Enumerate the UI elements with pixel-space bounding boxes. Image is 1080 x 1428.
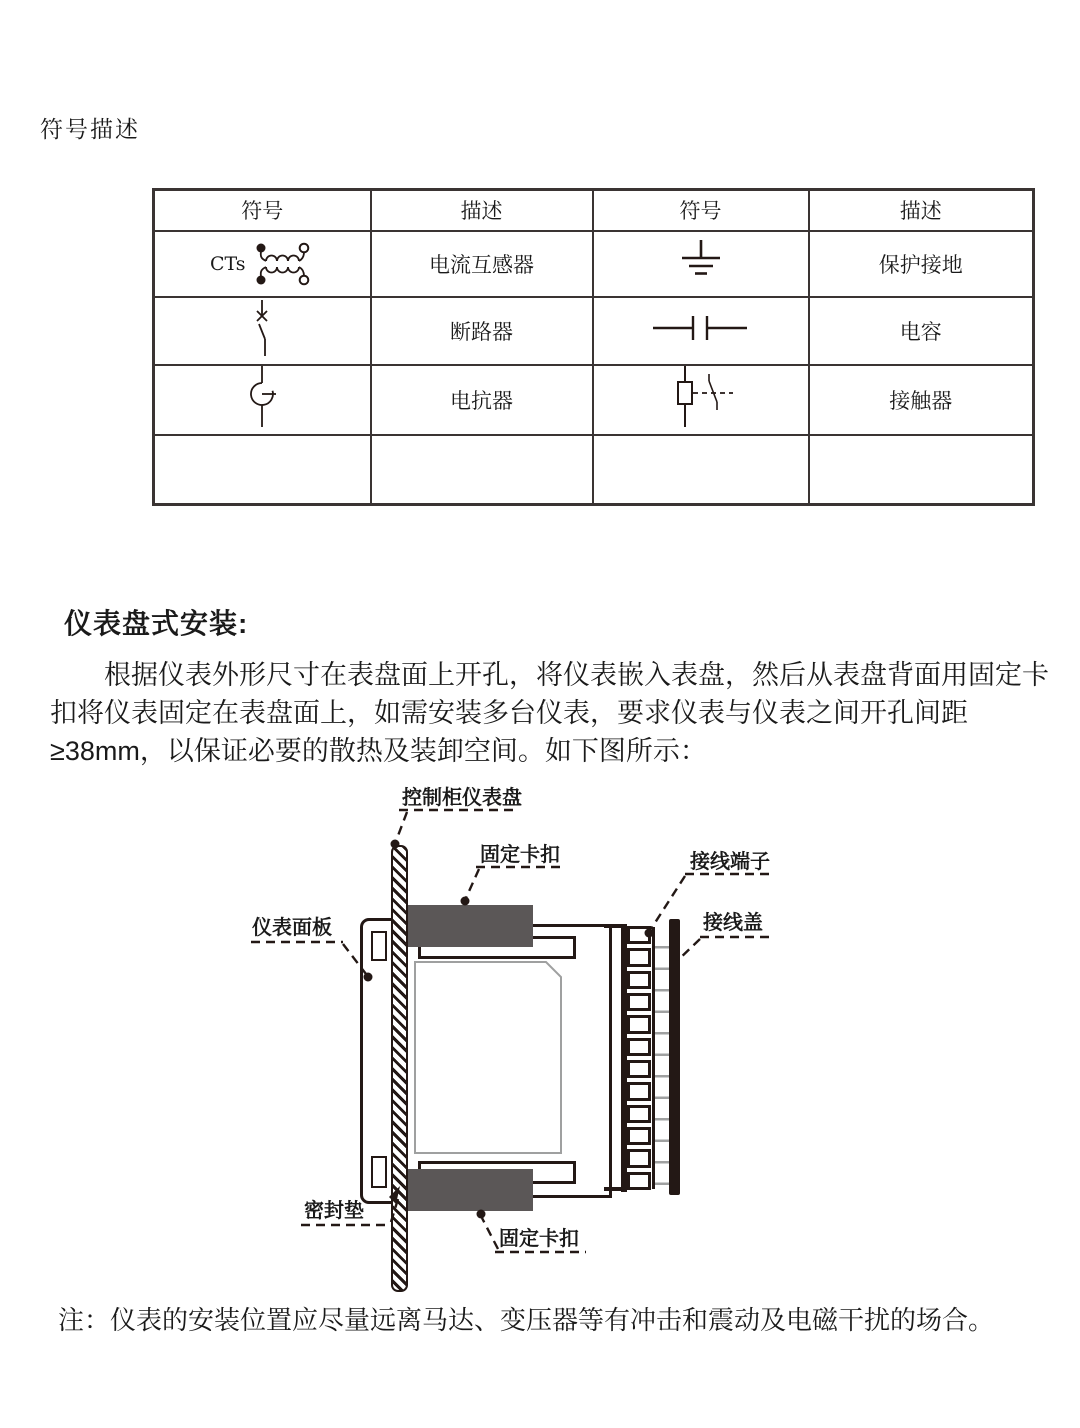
terminal-cell xyxy=(627,1038,651,1056)
cell-symbol-capacitor xyxy=(593,297,809,365)
terminal-cover-shape xyxy=(669,919,680,1195)
installation-paragraph: 根据仪表外形尺寸在表盘面上开孔，将仪表嵌入表盘，然后从表盘背面用固定卡扣将仪表固定在表盘面上，如需安装多台仪表，要求仪表与仪表之间开孔间距≥38mm，以保证必要的散热及装卸空间。如下图所示： xyxy=(50,660,1049,766)
current-transformer-icon xyxy=(251,240,315,288)
col-header-symbol-2: 符号 xyxy=(593,190,809,231)
symbol-table xyxy=(152,188,1035,506)
label-fixing-clip-bottom: 固定卡扣 xyxy=(499,1228,579,1250)
table-row xyxy=(154,365,1034,435)
col-header-symbol-1: 符号 xyxy=(154,190,371,231)
terminal-cell xyxy=(627,1172,651,1190)
circuit-breaker-icon xyxy=(248,299,276,357)
panel-slot-bottom xyxy=(371,1156,387,1188)
fixing-clip-bottom-shape xyxy=(400,1169,533,1211)
cell-desc: 电抗器 xyxy=(371,365,593,435)
cell-empty xyxy=(371,435,593,505)
current-transformer-symbol xyxy=(155,240,370,288)
label-wiring-terminal: 接线端子 xyxy=(690,851,770,873)
cell-desc: 断路器 xyxy=(371,297,593,365)
reactor-icon xyxy=(239,366,285,428)
label-cabinet-panel: 控制柜仪表盘 xyxy=(402,787,522,809)
cts-text: CTs xyxy=(209,252,246,275)
panel-slot-top xyxy=(371,931,387,961)
meter-display-window xyxy=(414,961,562,1154)
cell-desc: 保护接地 xyxy=(809,231,1034,297)
cell-symbol-reactor xyxy=(154,365,371,435)
protective-earth-icon xyxy=(677,238,725,284)
label-terminal-cover: 接线盖 xyxy=(703,912,763,934)
terminal-cell xyxy=(627,1105,651,1123)
terminal-cell xyxy=(627,1149,651,1167)
installation-note: 注：仪表的安装位置应尽量远离马达、变压器等有冲击和震动及电磁干扰的场合。 xyxy=(58,1305,995,1335)
cell-desc: 接触器 xyxy=(809,365,1034,435)
cell-empty xyxy=(593,435,809,505)
leader-line xyxy=(396,812,407,841)
terminal-cell xyxy=(627,926,651,944)
cell-empty xyxy=(809,435,1034,505)
label-meter-front-panel: 仪表面板 xyxy=(252,917,332,939)
leader-line xyxy=(466,869,479,898)
terminal-cell xyxy=(627,948,651,966)
table-row-empty xyxy=(154,435,1034,505)
cell-symbol-ct xyxy=(154,231,371,297)
col-header-desc-2: 描述 xyxy=(809,190,1034,231)
label-sealing-gasket: 密封垫 xyxy=(304,1200,364,1222)
label-fixing-clip-top: 固定卡扣 xyxy=(480,844,560,866)
cell-symbol-ground xyxy=(593,231,809,297)
col-header-desc-1: 描述 xyxy=(371,190,593,231)
terminal-cell xyxy=(627,1082,651,1100)
table-header-row xyxy=(154,190,1034,231)
terminal-cell xyxy=(627,1060,651,1078)
terminal-cell xyxy=(627,1127,651,1145)
fixing-clip-top-shape xyxy=(400,905,533,947)
wiring-terminal-block xyxy=(627,926,651,1190)
table-row xyxy=(154,231,1034,297)
table-row xyxy=(154,297,1034,365)
leader-line xyxy=(677,939,700,961)
cell-symbol-breaker xyxy=(154,297,371,365)
cell-symbol-contactor xyxy=(593,365,809,435)
cabinet-panel-shape xyxy=(391,845,408,1292)
leader-line xyxy=(482,1218,498,1249)
terminal-cell xyxy=(627,993,651,1011)
page-title: 符号描述 xyxy=(40,117,140,142)
cell-desc: 电流互感器 xyxy=(371,231,593,297)
cell-desc: 电容 xyxy=(809,297,1034,365)
contactor-icon xyxy=(659,366,743,428)
terminal-cell xyxy=(627,1015,651,1033)
cell-empty xyxy=(154,435,371,505)
terminal-cell xyxy=(627,971,651,989)
capacitor-icon xyxy=(649,313,753,343)
section-heading: 仪表盘式安装: xyxy=(64,608,249,639)
